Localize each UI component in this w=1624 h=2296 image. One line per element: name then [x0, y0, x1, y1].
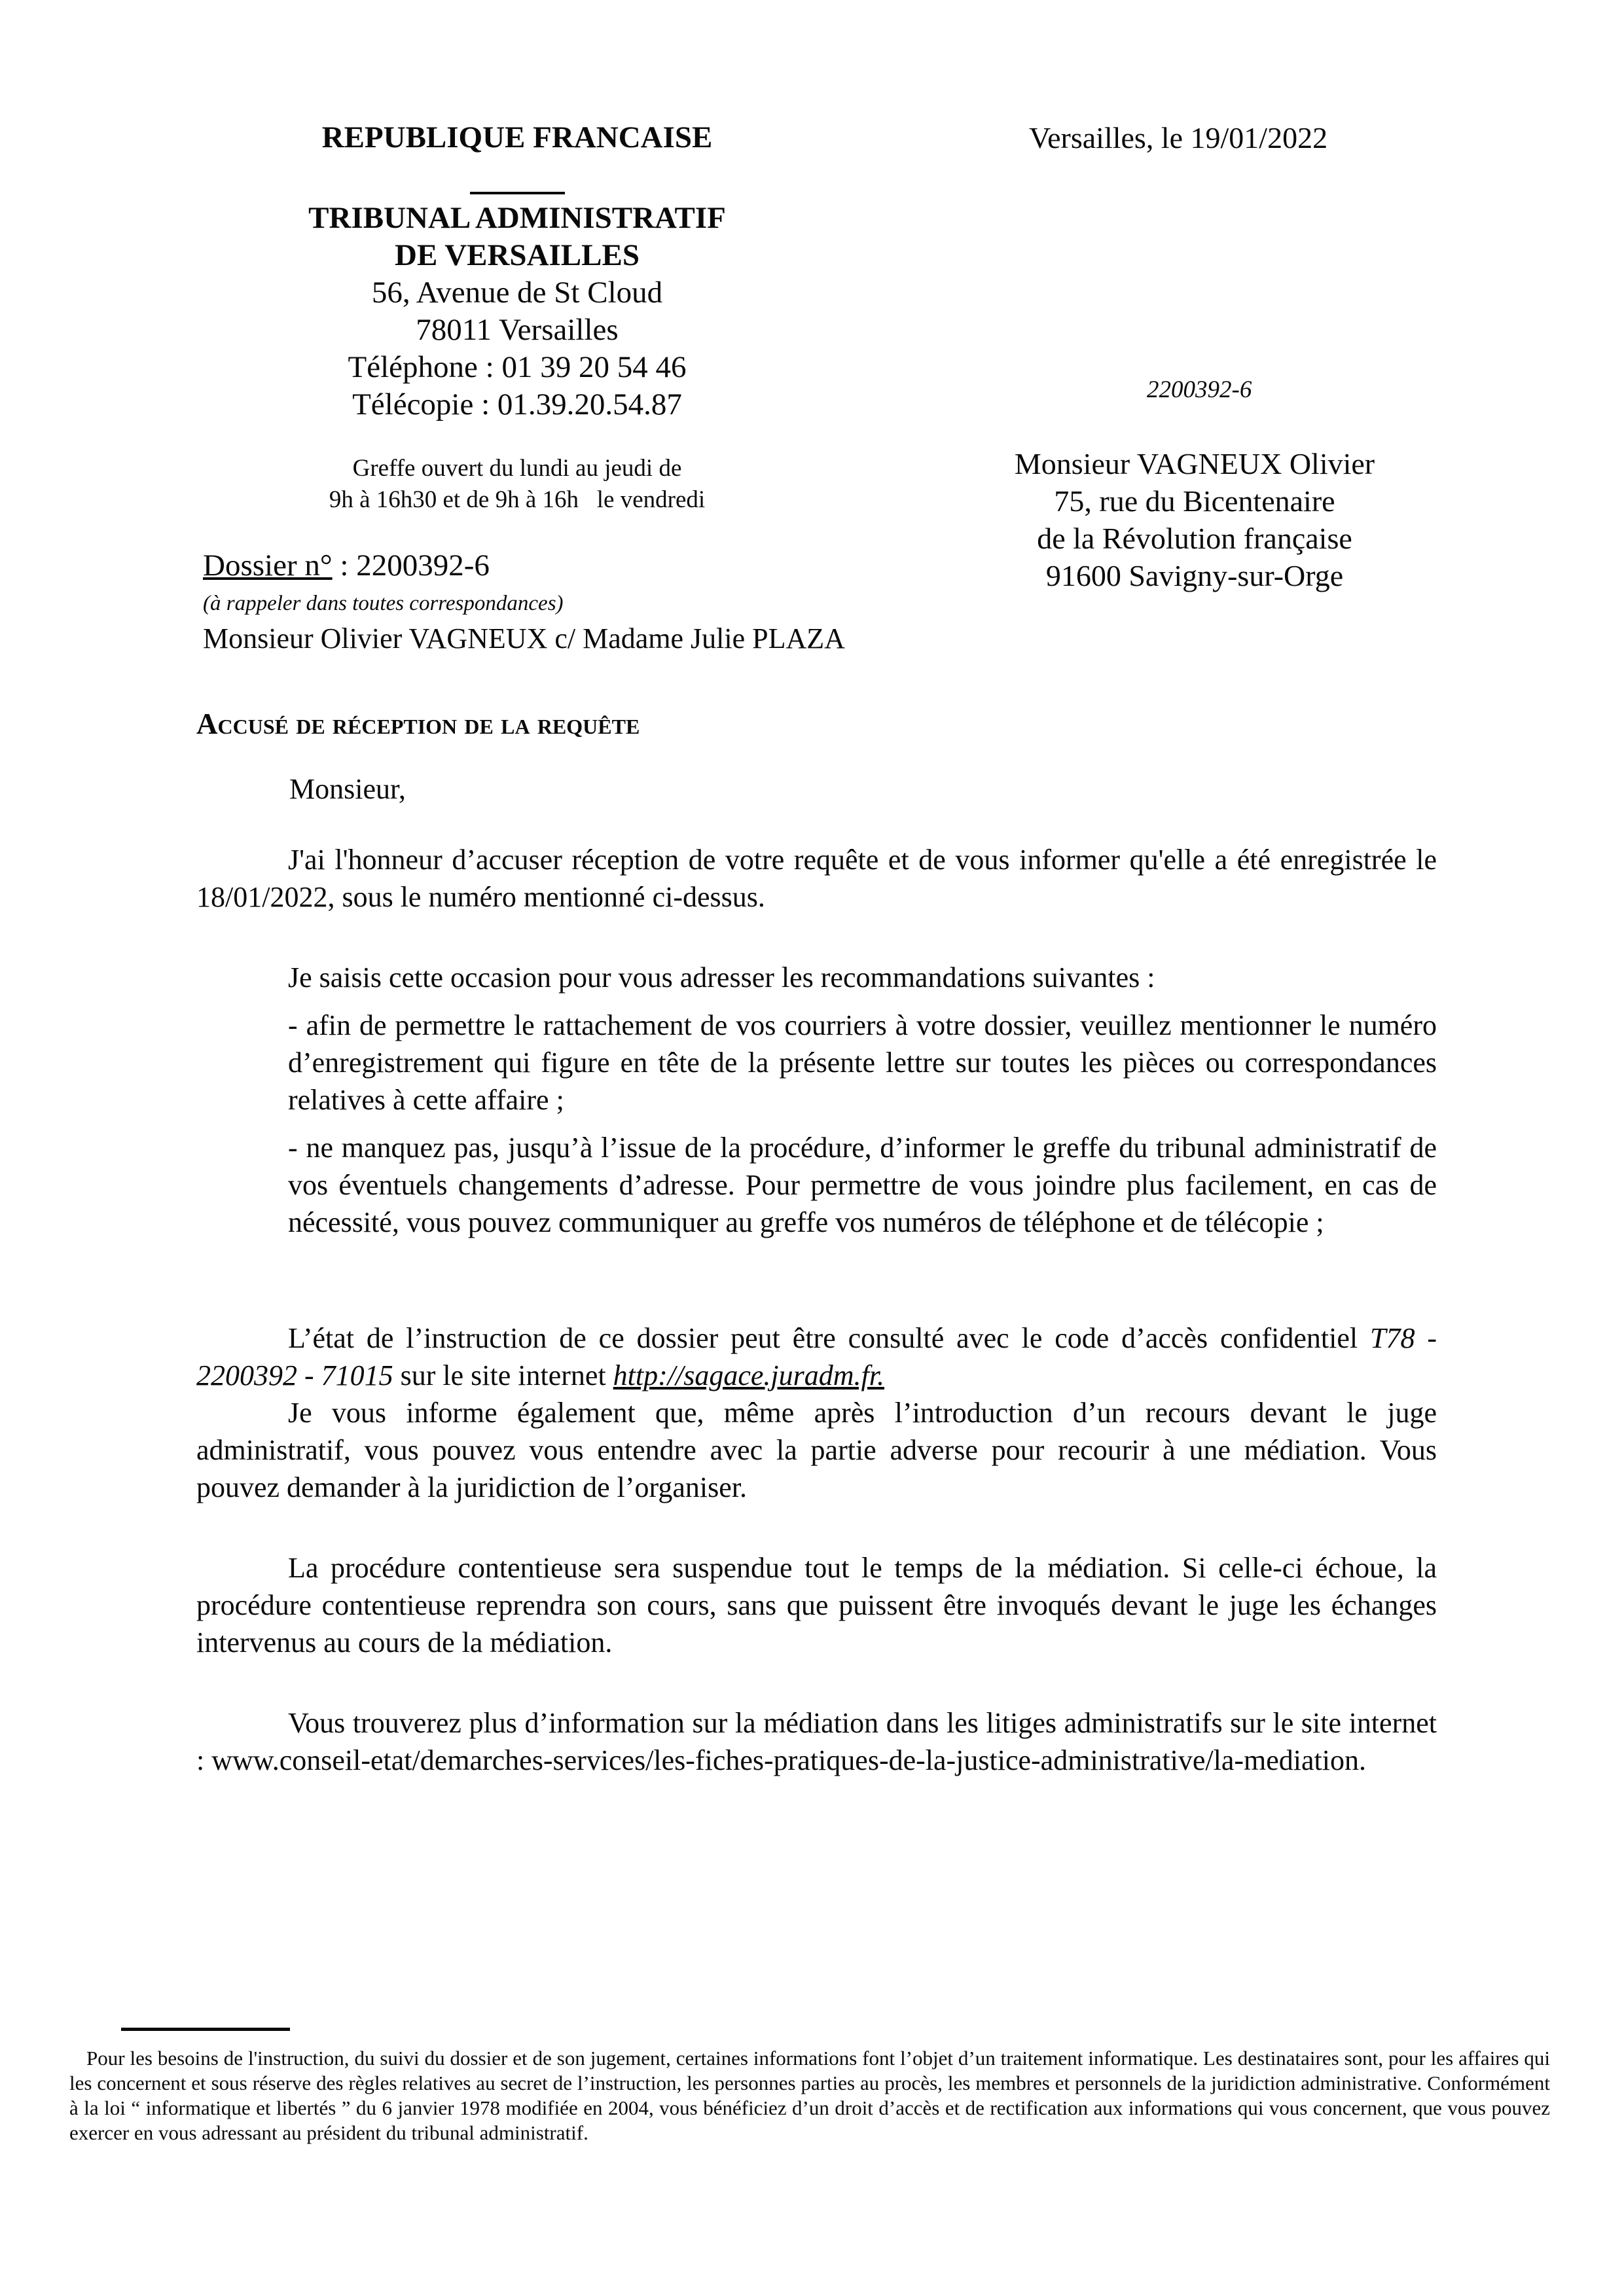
header-separator [223, 156, 812, 200]
reference-number: 2200392-6 [1147, 376, 1252, 403]
dossier-note: (à rappeler dans toutes correspondances) [203, 592, 564, 615]
header-separator-rule [470, 192, 565, 194]
sender-fax: Télécopie : 01.39.20.54.87 [352, 387, 682, 422]
dossier-number: 2200392-6 [356, 548, 490, 583]
access-code-text-before: L’état de l’instruction de ce dossier peut être consulté avec le code d’accès confidentiel [288, 1322, 1370, 1354]
paragraph-bullet-address-change: - ne manquez pas, jusqu’à l’issue de la procédure, d’informer le greffe du tribunal administratif de vos éventuels changements d’adresse. Pour permettre de vous joindre plus facilement, en cas de nécessité, vous pouvez communiquer au greffe vos numéros de téléphone et de télécopie ; [288, 1132, 1437, 1238]
office-hours-line-1: Greffe ouvert du lundi au jeudi de [352, 455, 682, 482]
paragraph-mediation-option: Je vous informe également que, même après l’introduction d’un recours devant le juge administratif, vous pouvez vous entendre avec la partie adverse pour recourir à une médiation. Vous pouvez demander à la juridiction de l’organiser. [196, 1397, 1437, 1503]
subject-line: Accusé de réception de la requête [196, 708, 640, 740]
office-hours-line-2: 9h à 16h30 et de 9h à 16h le vendredi [329, 486, 706, 513]
paragraph-acknowledgement: J'ai l'honneur d’accuser réception de votre requête et de vous informer qu'elle a été enregistrée le 18/01/2022, sous le numéro mentionné ci-dessus. [196, 844, 1437, 913]
sender-block [223, 119, 812, 423]
republic-title: REPUBLIQUE FRANCAISE [321, 120, 713, 154]
case-parties: Monsieur Olivier VAGNEUX c/ Madame Julie PLAZA [203, 622, 845, 655]
paragraph-mediation-suspension: La procédure contentieuse sera suspendue tout le temps de la médiation. Si celle-ci échoue, la procédure contentieuse reprendra son cours, sans que puissent être invoqués devant le juge les échanges intervenus au cours de la médiation. [196, 1552, 1437, 1659]
paragraph-access-code [196, 1319, 1437, 1394]
recipient-name: Monsieur VAGNEUX Olivier [1014, 447, 1375, 480]
recipient-street: 75, rue du Bicentenaire [1054, 484, 1335, 518]
footnote-separator-rule [121, 2028, 290, 2031]
recipient-block [936, 445, 1453, 594]
access-code-text-middle: sur le site internet [393, 1359, 613, 1391]
access-code-value: T78 - 2200392 - 71015 [196, 1322, 1437, 1391]
tribunal-name-line-2: DE VERSAILLES [395, 238, 640, 272]
sender-street: 56, Avenue de St Cloud [371, 276, 663, 310]
letter-body [196, 841, 1437, 1779]
sender-postal-city: 78011 Versailles [416, 313, 619, 347]
salutation: Monsieur, [289, 773, 406, 805]
recipient-postal-city: 91600 Savigny-sur-Orge [1045, 559, 1344, 592]
tribunal-name-line-1: TRIBUNAL ADMINISTRATIF [308, 201, 726, 235]
recipient-street-2: de la Révolution française [1037, 522, 1352, 555]
dossier-line [203, 547, 845, 584]
footnote-text: Pour les besoins de l'instruction, du suivi du dossier et de son jugement, certaines informations font l’objet d’un traitement informatique. Les destinataires sont, pour les affaires qui les concernent et sous réserve des règles relatives au secret de l’instruction, les personnes parties au procès, les membres et personnels de la juridiction administrative. Conformément à la loi “ informatique et libertés ” du 6 janvier 1978 modifiée en 2004, vous bénéficiez d’un droit d’accès et de rectification aux informations qui vous concernent, que vous pouvez exercer en vous adressant au président du tribunal administratif. [69, 2047, 1550, 2144]
sender-phone: Téléphone : 01 39 20 54 46 [348, 350, 687, 384]
paragraph-recommendations-intro: Je saisis cette occasion pour vous adresser les recommandations suivantes : [288, 961, 1155, 994]
office-hours [223, 453, 812, 516]
dossier-separator: : [332, 548, 357, 583]
letter-date: Versailles, le 19/01/2022 [1029, 121, 1328, 154]
paragraph-bullet-registration-number: - afin de permettre le rattachement de vos courriers à votre dossier, veuillez mentionner le numéro d’enregistrement qui figure en tête de la présente lettre sur toutes les pièces ou correspondances relatives à cette affaire ; [288, 1009, 1437, 1116]
dossier-label: Dossier n° [203, 548, 333, 583]
paragraph-mediation-info-website: Vous trouverez plus d’information sur la médiation dans les litiges administratifs sur le site internet : www.conseil-etat/demarches-services/les-fiches-pratiques-de-la-justice-administrative/la-mediation. [196, 1707, 1437, 1776]
dossier-block [203, 547, 845, 656]
sagace-url: http://sagace.juradm.fr. [613, 1359, 884, 1391]
